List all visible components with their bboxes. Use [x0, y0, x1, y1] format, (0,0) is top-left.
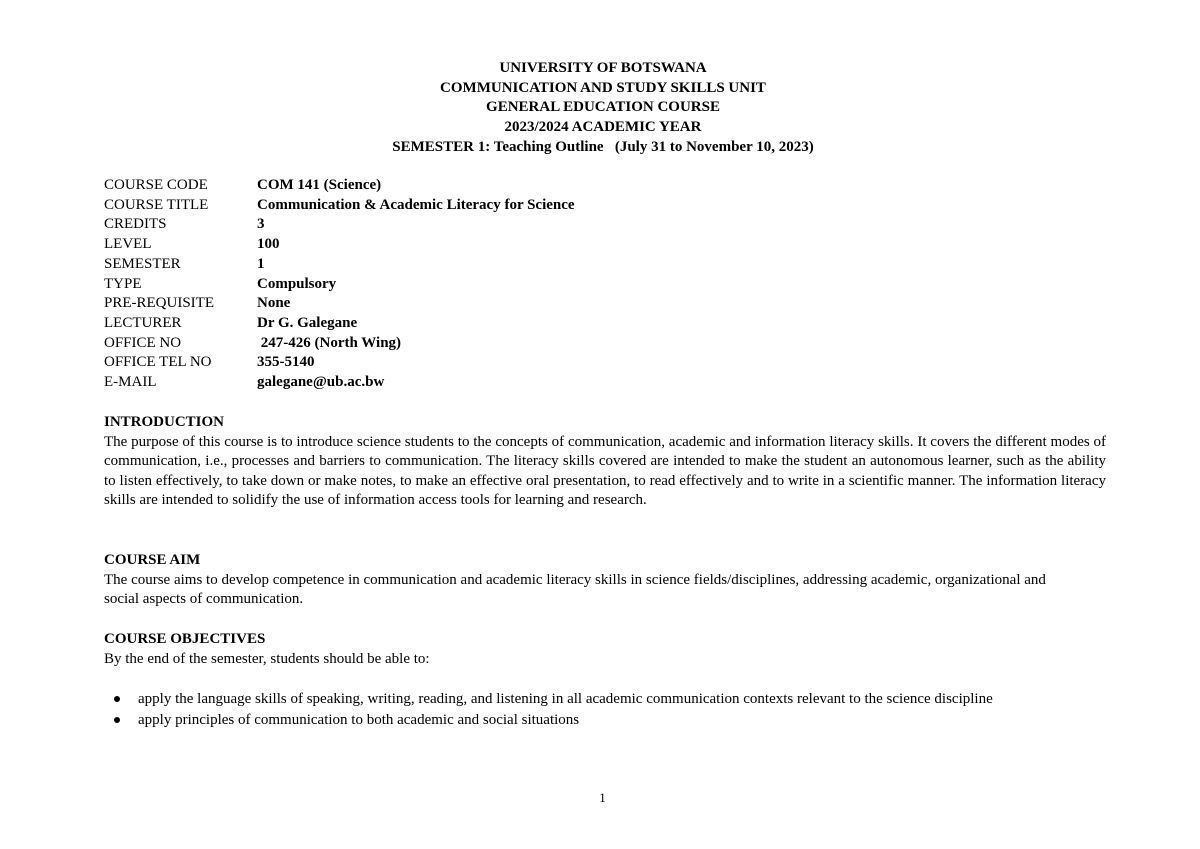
header-semester-outline: SEMESTER 1: Teaching Outline (July 31 to November 10, 2023) — [392, 138, 814, 155]
list-item — [104, 689, 1114, 710]
semester-value: 1 — [257, 255, 265, 272]
introduction-text: The purpose of this course is to introduce science students to the concepts of communication, academic and information literacy skills. It covers the different modes of communication, i.e., processes and barriers to communication. The literacy skills covered are intended to make the student an autonomous learner, such as the ability to listen effectively, to take down or make notes, to make an effective oral presentation, to read effectively and to write in a scientific manner. The information literacy skills are intended to solidify the use of information access tools for learning and research. — [104, 433, 1106, 509]
page-number: 1 — [599, 790, 606, 805]
course-info-row — [104, 235, 575, 255]
credits-value: 3 — [257, 216, 265, 233]
office-no-label: OFFICE NO — [104, 334, 182, 351]
credits-label: CREDITS — [104, 216, 167, 233]
type-value: Compulsory — [257, 275, 337, 292]
course-info-row — [104, 176, 575, 196]
course-aim-text: The course aims to develop competence in communication and academic literacy skills in science fields/disciplines, addressing academic, organizational and social aspects of communication. — [104, 571, 1046, 608]
introduction-section — [104, 413, 1106, 511]
objective-text: apply the language skills of speaking, writing, reading, and listening in all academic communication contexts relevant to the science discipline — [138, 691, 993, 707]
course-info-row — [104, 196, 575, 216]
introduction-heading: INTRODUCTION — [104, 414, 225, 430]
course-info-row — [104, 373, 575, 393]
objectives-list — [104, 689, 1114, 731]
bullet-icon — [114, 717, 120, 723]
course-info-row — [104, 255, 575, 275]
course-objectives-section — [104, 630, 1106, 669]
objective-text: apply principles of communication to both academic and social situations — [138, 712, 580, 728]
header-university: UNIVERSITY OF BOTSWANA — [499, 60, 707, 76]
semester-label: SEMESTER — [104, 255, 181, 272]
course-title-value: Communication & Academic Literacy for Science — [257, 196, 575, 213]
level-value: 100 — [257, 236, 280, 253]
office-tel-label: OFFICE TEL NO — [104, 354, 212, 371]
course-aim-section — [104, 551, 1106, 610]
course-objectives-intro: By the end of the semester, students should be able to: — [104, 650, 430, 667]
course-info-row — [104, 294, 575, 314]
course-info-row — [104, 275, 575, 295]
course-info-row — [104, 353, 575, 373]
prerequisite-label: PRE-REQUISITE — [104, 295, 214, 312]
header-academic-year: 2023/2024 ACADEMIC YEAR — [504, 119, 702, 136]
email-value: galegane@ub.ac.bw — [257, 374, 385, 391]
lecturer-value: Dr G. Galegane — [257, 314, 358, 331]
course-title-label: COURSE TITLE — [104, 196, 209, 213]
type-label: TYPE — [104, 275, 142, 292]
course-info-table — [104, 176, 575, 393]
course-info-row — [104, 334, 575, 354]
lecturer-label: LECTURER — [104, 314, 182, 331]
office-tel-value: 355-5140 — [257, 354, 315, 371]
course-info-row — [104, 215, 575, 235]
course-info-row — [104, 314, 575, 334]
bullet-icon — [114, 696, 120, 702]
course-code-label: COURSE CODE — [104, 177, 208, 193]
course-code-value: COM 141 (Science) — [257, 177, 382, 193]
prerequisite-value: None — [257, 295, 291, 312]
document-header — [0, 59, 1200, 158]
list-item — [104, 710, 1114, 731]
course-aim-heading: COURSE AIM — [104, 552, 201, 568]
header-course-type: GENERAL EDUCATION COURSE — [486, 99, 720, 116]
office-no-value: 247-426 (North Wing) — [257, 334, 402, 351]
header-unit: COMMUNICATION AND STUDY SKILLS UNIT — [440, 79, 766, 96]
level-label: LEVEL — [104, 236, 152, 253]
course-objectives-heading: COURSE OBJECTIVES — [104, 631, 266, 647]
email-label: E-MAIL — [104, 374, 157, 391]
